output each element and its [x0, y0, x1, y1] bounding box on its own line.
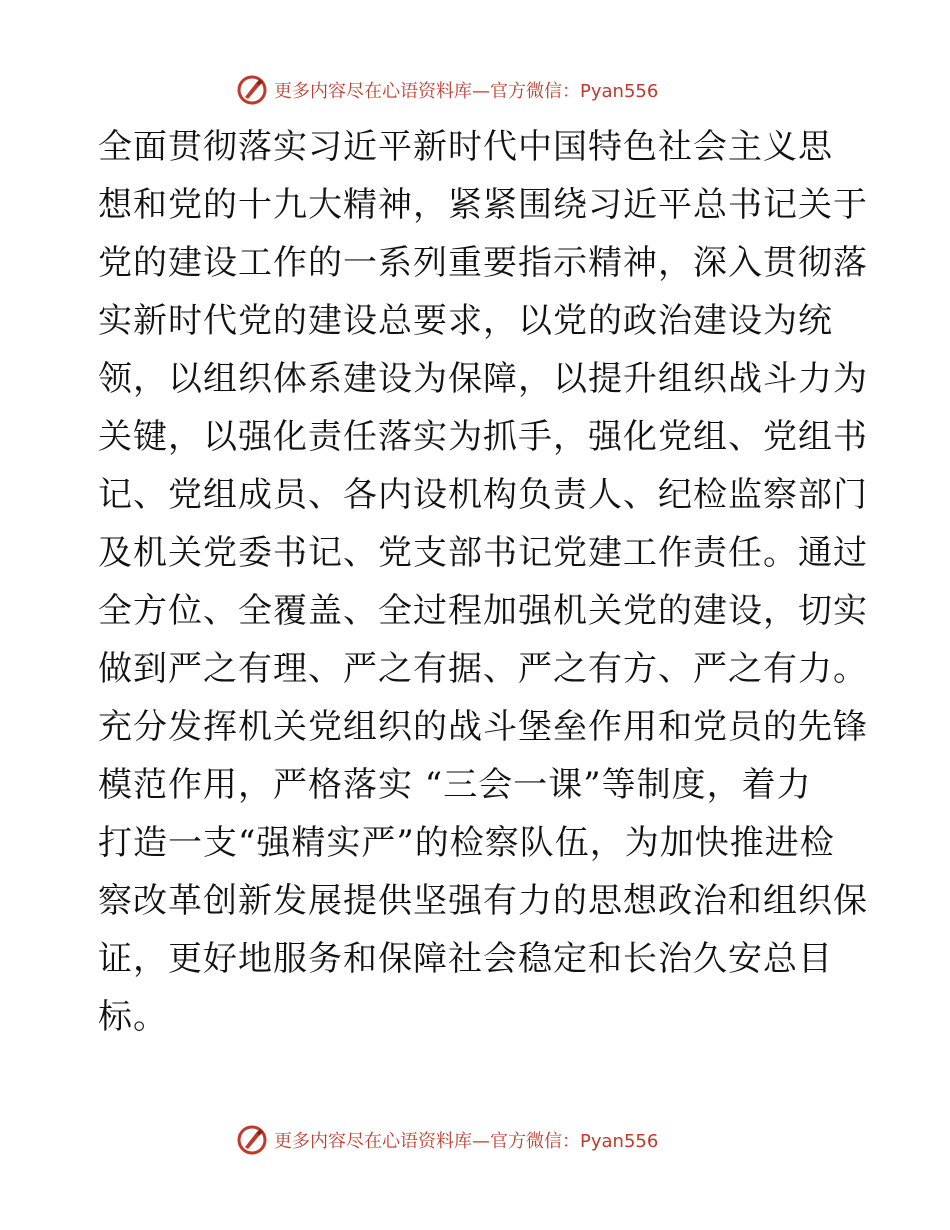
paragraph-line: 全面贯彻落实习近平新时代中国特色社会主义思	[98, 127, 833, 167]
paragraph-line: 打造一支“强精实严”的检察队伍，为加快推进检	[98, 823, 835, 863]
header-banner-text: 更多内容尽在心语资料库—官方微信：Pyan556	[274, 81, 659, 102]
paragraph-line: 模范作用，严格落实 “三会一课”等制度，着力	[98, 765, 812, 805]
paragraph-line: 充分发挥机关党组织的战斗堡垒作用和党员的先锋	[98, 707, 868, 747]
paragraph-line: 及机关党委书记、党支部书记党建工作责任。通过	[98, 533, 868, 573]
paragraph-line: 关键，以强化责任落实为抓手，强化党组、党组书	[98, 417, 868, 457]
paragraph-line: 党的建设工作的一系列重要指示精神，深入贯彻落	[98, 243, 868, 283]
paragraph-line: 标。	[98, 997, 168, 1037]
header-banner	[236, 72, 658, 108]
pen-circle-logo-icon	[236, 74, 268, 106]
paragraph-line: 记、党组成员、各内设机构负责人、纪检监察部门	[98, 475, 868, 515]
paragraph-line: 实新时代党的建设总要求，以党的政治建设为统	[98, 301, 833, 341]
paragraph-line: 领，以组织体系建设为保障，以提升组织战斗力为	[98, 359, 868, 399]
main-paragraph	[98, 118, 868, 1046]
footer-banner	[236, 1122, 658, 1158]
paragraph-line: 证，更好地服务和保障社会稳定和长治久安总目	[98, 939, 833, 979]
paragraph-line: 察改革创新发展提供坚强有力的思想政治和组织保	[98, 881, 868, 921]
footer-banner-text: 更多内容尽在心语资料库—官方微信：Pyan556	[274, 1131, 659, 1152]
paragraph-line: 想和党的十九大精神，紧紧围绕习近平总书记关于	[98, 185, 868, 225]
paragraph-line: 全方位、全覆盖、全过程加强机关党的建设，切实	[98, 591, 868, 631]
paragraph-line: 做到严之有理、严之有据、严之有方、严之有力。	[98, 649, 868, 689]
pen-circle-logo-icon	[236, 1124, 268, 1156]
